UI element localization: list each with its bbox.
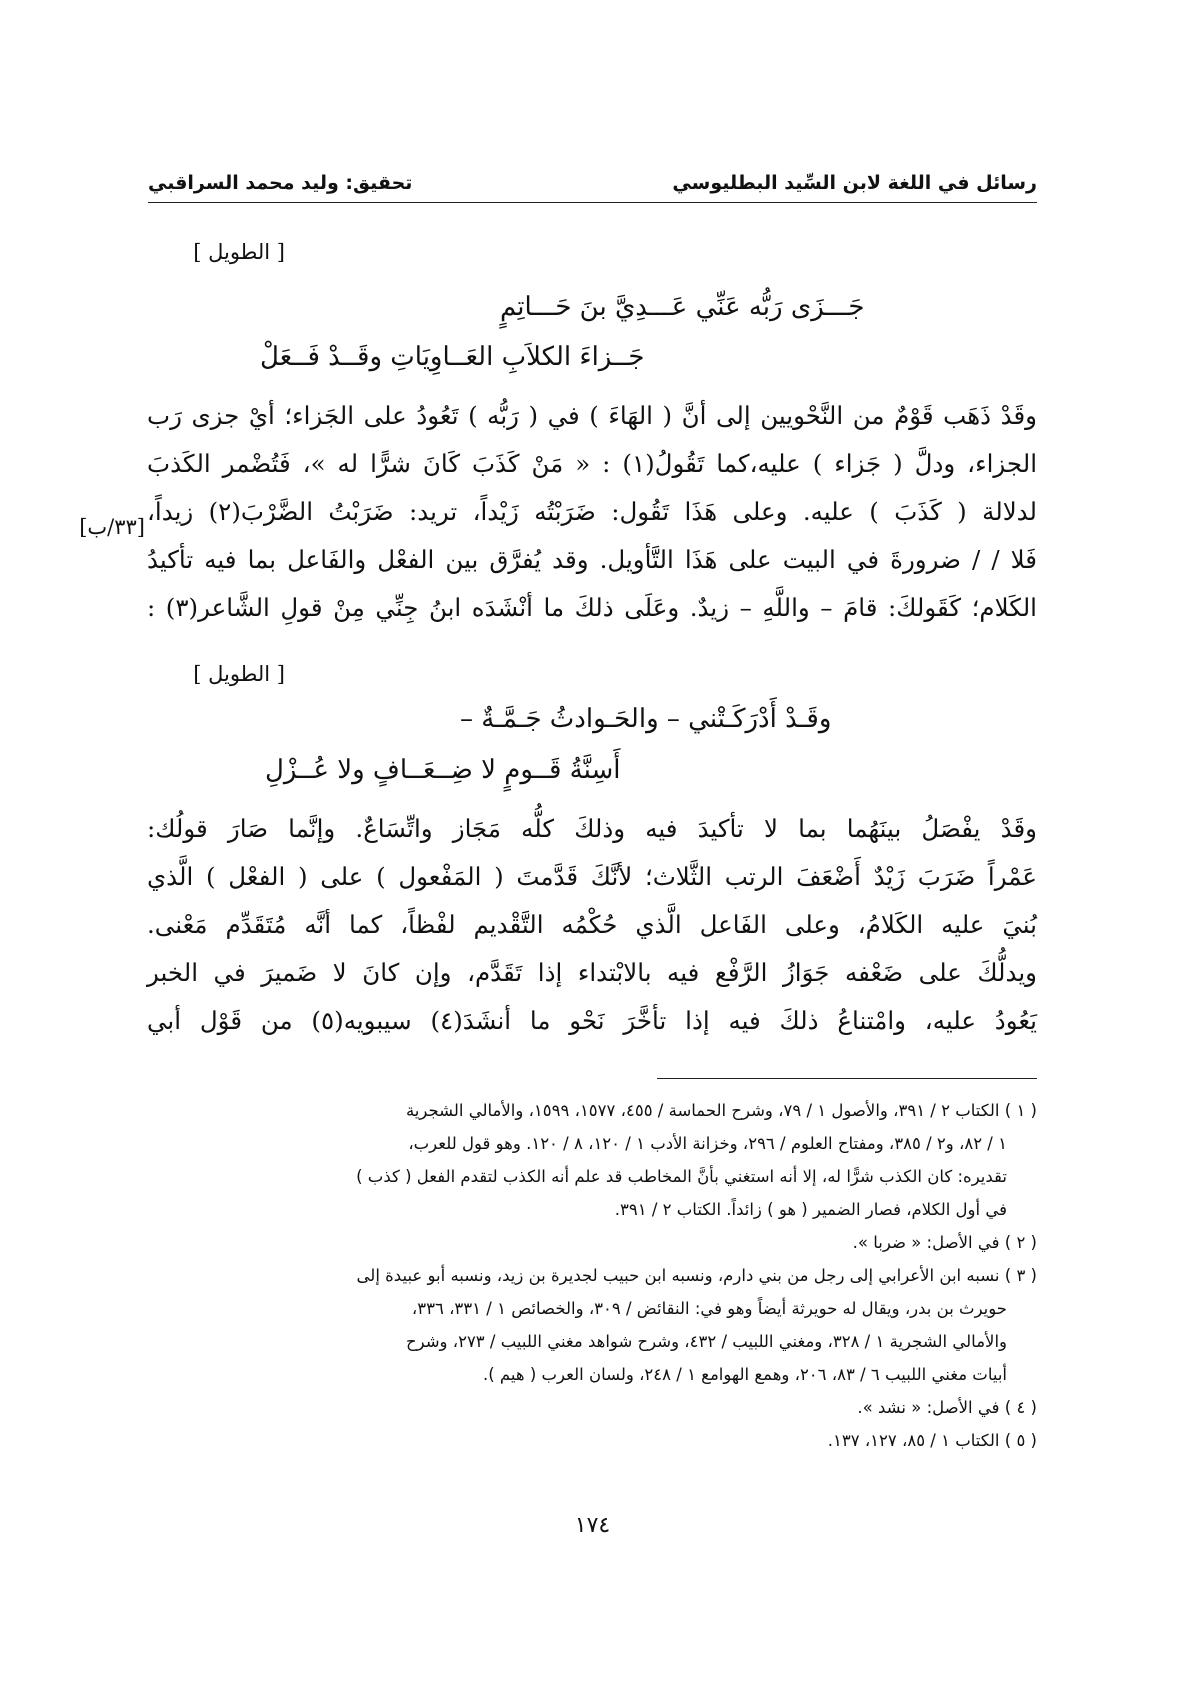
meter-label: [ الطويل ] (193, 662, 285, 686)
text-line: وقَدْ ذَهَب قَوْمٌ من النَّحْويين إلى أنَّ ( الهَاءَ ) في ( رَبُّه ) تَعُودُ على الجَزاء؛ أيْ جزى رَب (147, 401, 1037, 430)
footnote-1-cont: ١ / ٨٢، و٢ / ٣٨٥، ومفتاح العلوم / ٢٩٦، وخزانة الأدب ١ / ١٢٠، ٨ / ١٢٠. وهو قول للعرب، (408, 1134, 1007, 1153)
header-divider (148, 202, 1037, 203)
text-line: فَلا / / ضرورةَ في البيت على هَذَا التَّأويل. وقد يُفرَّق بين الفعْل والفَاعل بما فيه تأكيدُ (147, 545, 1037, 574)
verse-hemistich: جَـــزَى رَبُّه عَنِّي عَـــدِيَّ بنَ حَـــاتِمٍ (500, 292, 865, 322)
verse-hemistich: جَــزاءَ الكلاَبِ العَــاوِيَاتِ وقَــدْ فَــعَلْ (260, 342, 645, 372)
footnote-4: ( ٤ ) في الأصل: « نشد ». (857, 1398, 1037, 1417)
verse-hemistich: وقَـدْ أَدْرَكَـتْني – والحَـوادثُ جَـمَّـةٌ – (460, 704, 832, 734)
text-line: الكَلام؛ كَقَولكَ: قامَ – واللَّهِ – زيدٌ. وعَلَى ذلكَ ما أنْشَدَه ابنُ جِنِّي مِنْ قولِ الشَّاعر(٣) : (147, 593, 1037, 622)
text-line: يَعُودُ عليه، وامْتناعُ ذلكَ فيه إذا تأخَّرَ نَحْو ما أنشَدَ(٤) سيبويه(٥) من قَوْل أبي (147, 1006, 1037, 1035)
footnote-5: ( ٥ ) الكتاب ١ / ٨٥، ١٢٧، ١٣٧. (827, 1431, 1037, 1450)
page-number: ١٧٤ (574, 1513, 611, 1538)
text-line: بُنيَ عليه الكَلامُ، وعلى الفَاعل الَّذي حُكْمُه التَّقْديم لفْظاً، كما أنَّه مُتَقَدِّم مَعْنى. (147, 910, 1037, 939)
footnote-divider (657, 1078, 1037, 1079)
footnote-1-cont: في أول الكلام، فصار الضمير ( هو ) زائداً. الكتاب ٢ / ٣٩١. (614, 1200, 1007, 1219)
text-line: ويدلُّكَ على ضَعْفه جَوَازُ الرَّفْع فيه بالابْتداء إذا تَقَدَّم، وإن كانَ لا ضَميرَ في الخبر (147, 958, 1037, 987)
text-line: لدلالة ( كَذَبَ ) عليه. وعلى هَذَا تَقُول: ضَرَبْتُه زَيْداً، تريد: ضَرَبْتُ الضَّرْبَ(٢) زيداً، (147, 497, 1037, 526)
footnote-3-cont: حويرث بن بدر، ويقال له حويرثة أيضاً وهو في: النقائض / ٣٠٩، والخصائص ١ / ٣٣١، ٣٣٦، (411, 1299, 1007, 1318)
text-line: وقَدْ يفْصَلُ بينَهُما بما لا تأكيدَ فيه وذلكَ كلُّه مَجَاز واتِّسَاعٌ. وإنَّما صَارَ قولُك: (147, 814, 1037, 843)
footnote-1: ( ١ ) الكتاب ٢ / ٣٩١، والأصول ١ / ٧٩، وشرح الحماسة / ٤٥٥، ١٥٧٧، ١٥٩٩، والأمالي الشجرية (405, 1101, 1037, 1120)
editor-credit: تحقيق: وليد محمد السراقبي (148, 172, 413, 194)
footnote-3: ( ٣ ) نسبه ابن الأعرابي إلى رجل من بني دارم، ونسبه ابن حبيب لجديرة بن زيد، ونسبه أبو عبيدة إلى (356, 1266, 1037, 1285)
folio-margin-note: [٣٣/ب] (79, 515, 145, 539)
body-paragraph (147, 392, 1037, 632)
footnotes (147, 1094, 1037, 1457)
text-line: الجزاء، ودلَّ ( جَزاء ) عليه،كما تَقُولُ(١) : « مَنْ كَذَبَ كَانَ شرًّا له »، فَتُضْمر الكَذبَ (147, 449, 1038, 478)
body-paragraph (147, 805, 1037, 1045)
book-title: رسائل في اللغة لابن السِّيد البطليوسي (672, 172, 1037, 194)
footnote-3-cont: والأمالي الشجرية ١ / ٣٢٨، ومغني اللبيب / ٤٣٢، وشرح شواهد مغني اللبيب / ٢٧٣، وشرح (405, 1332, 1007, 1351)
footnote-3-cont: أبيات مغني اللبيب ٦ / ٨٣، ٢٠٦، وهمع الهوامع ١ / ٢٤٨، ولسان العرب ( هيم ). (483, 1365, 1007, 1384)
footnote-1-cont: تقديره: كان الكذب شرًّا له، إلا أنه استغني بأنَّ المخاطب قد علم أنه الكذب لتقدم الفعل ( كذب ) (356, 1167, 1007, 1186)
running-header (148, 158, 1037, 194)
footnote-2: ( ٢ ) في الأصل: « ضربا ». (852, 1233, 1037, 1252)
text-line: عَمْراً ضَرَبَ زَيْدٌ أَضْعَفَ الرتب الثَّلاث؛ لأنَّكَ قَدَّمتَ ( المَفْعول ) على ( الفعْل ) الَّذي (147, 862, 1037, 891)
verse-hemistich: أَسِنَّةُ قَــومٍ لا ضِــعَــافٍ ولا عُــزْلِ (265, 755, 621, 785)
meter-label: [ الطويل ] (193, 240, 285, 264)
